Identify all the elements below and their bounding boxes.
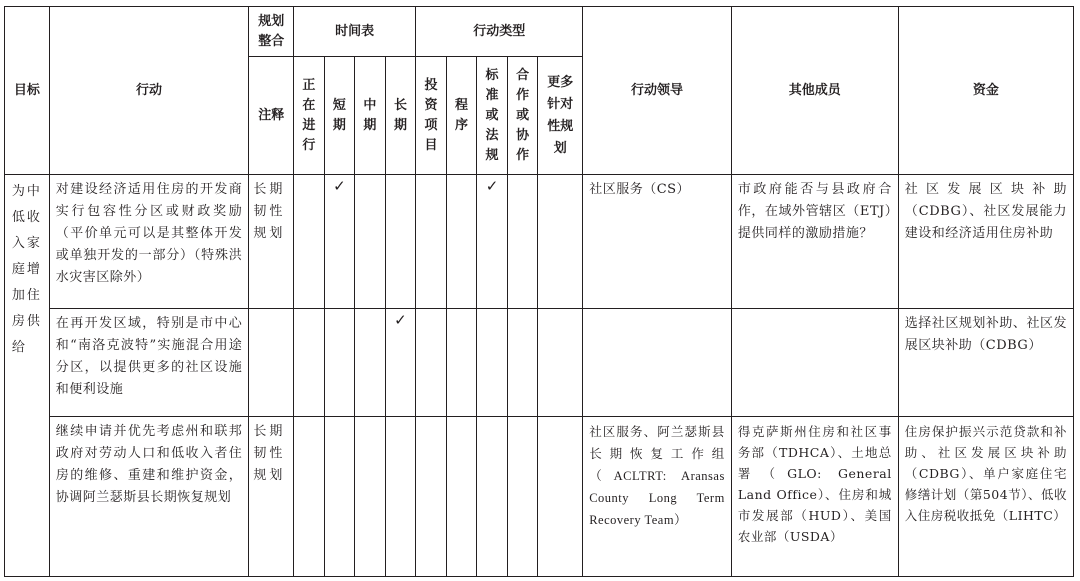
- lead-cell: [583, 309, 732, 417]
- ongoing-cell: [294, 417, 325, 577]
- action-plan-table: [4, 6, 1074, 577]
- investment-cell: [416, 175, 447, 309]
- header-long-term: 长期: [385, 57, 416, 175]
- targeted-plan-cell: [538, 417, 583, 577]
- header-cooperation: 合作或协作: [507, 57, 538, 175]
- check-icon: ✓: [324, 175, 355, 309]
- header-row-1: [5, 7, 1074, 57]
- procedure-cell: [446, 175, 477, 309]
- header-ongoing: 正在进行: [294, 57, 325, 175]
- header-targeted-plan: 更多针对性规划: [538, 57, 583, 175]
- members-cell: 市政府能否与县政府合作，在域外管辖区（ETJ）提供同样的激励措施？: [731, 175, 898, 309]
- header-plan-integration: 规划整合: [249, 7, 294, 57]
- ongoing-cell: [294, 309, 325, 417]
- notes-cell: 长期韧性规划: [249, 175, 294, 309]
- action-cell: 继续申请并优先考虑州和联邦政府对劳动人口和低收入者住房的维修、重建和维护资金，协调阿兰瑟斯县长期恢复规划: [49, 417, 249, 577]
- funding-cell: 社区发展区块补助（CDBG）、社区发展能力建设和经济适用住房补助: [898, 175, 1073, 309]
- investment-cell: [416, 309, 447, 417]
- header-notes: 注释: [249, 57, 294, 175]
- mid-term-cell: [355, 175, 386, 309]
- funding-cell: 选择社区规划补助、社区发展区块补助（CDBG）: [898, 309, 1073, 417]
- short-term-cell: [324, 309, 355, 417]
- cooperation-cell: [507, 175, 538, 309]
- header-short-term: 短期: [324, 57, 355, 175]
- long-term-cell: [385, 417, 416, 577]
- header-standard-or-regulation: 标准或法规: [477, 57, 508, 175]
- action-cell: 在再开发区域，特别是市中心和“南洛克波特”实施混合用途分区，以提供更多的社区设施和便利设施: [49, 309, 249, 417]
- header-action: 行动: [49, 7, 249, 175]
- members-cell: [731, 309, 898, 417]
- header-procedure: 程序: [446, 57, 477, 175]
- targeted-plan-cell: [538, 175, 583, 309]
- header-action-type: 行动类型: [416, 7, 583, 57]
- table-row: [5, 175, 1074, 309]
- procedure-cell: [446, 309, 477, 417]
- check-icon: ✓: [477, 175, 508, 309]
- header-action-lead: 行动领导: [583, 7, 732, 175]
- members-cell: 得克萨斯州住房和社区事务部（TDHCA）、土地总署（GLO: General Land Office）、住房和城市发展部（HUD）、美国农业部（USDA）: [731, 417, 898, 577]
- header-other-members: 其他成员: [731, 7, 898, 175]
- goal-cell: 为中低收入家庭增加住房供给: [5, 175, 50, 577]
- check-icon: ✓: [385, 309, 416, 417]
- header-investment-project: 投资项目: [416, 57, 447, 175]
- investment-cell: [416, 417, 447, 577]
- long-term-cell: [385, 175, 416, 309]
- short-term-cell: [324, 417, 355, 577]
- table-row: [5, 417, 1074, 577]
- ongoing-cell: [294, 175, 325, 309]
- notes-cell: 长期韧性规划: [249, 417, 294, 577]
- targeted-plan-cell: [538, 309, 583, 417]
- action-cell: 对建设经济适用住房的开发商实行包容性分区或财政奖励（平价单元可以是其整体开发或单独开发的一部分）（特殊洪水灾害区除外）: [49, 175, 249, 309]
- funding-cell: 住房保护振兴示范贷款和补助、社区发展区块补助（CDBG）、单户家庭住宅修缮计划（第504节）、低收入住房税收抵免（LIHTC）: [898, 417, 1073, 577]
- header-mid-term: 中期: [355, 57, 386, 175]
- table-row: [5, 309, 1074, 417]
- standard-cell: [477, 417, 508, 577]
- lead-cell: 社区服务（CS）: [583, 175, 732, 309]
- cooperation-cell: [507, 417, 538, 577]
- mid-term-cell: [355, 309, 386, 417]
- procedure-cell: [446, 417, 477, 577]
- lead-cell: 社区服务、阿兰瑟斯县长期恢复工作组（ACLTRT: Aransas County Long Term Recovery Team）: [583, 417, 732, 577]
- header-funding: 资金: [898, 7, 1073, 175]
- mid-term-cell: [355, 417, 386, 577]
- cooperation-cell: [507, 309, 538, 417]
- notes-cell: [249, 309, 294, 417]
- standard-cell: [477, 309, 508, 417]
- header-timeline: 时间表: [294, 7, 416, 57]
- header-goal: 目标: [5, 7, 50, 175]
